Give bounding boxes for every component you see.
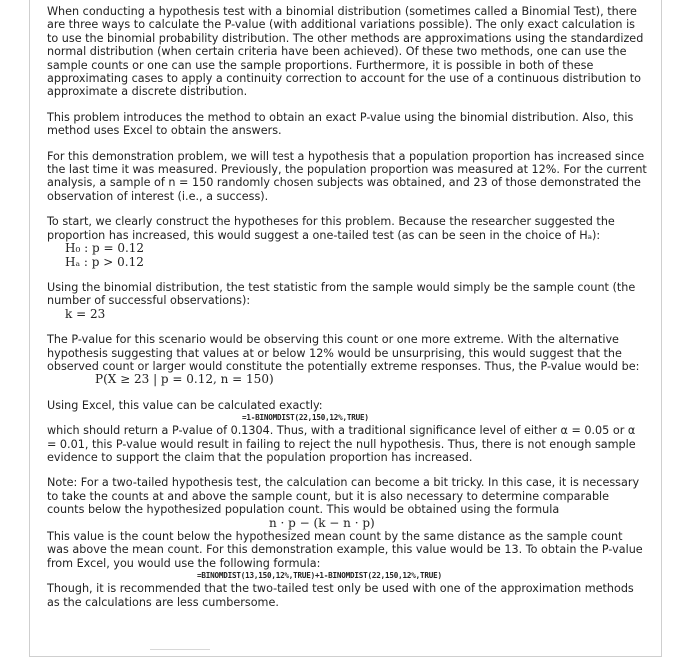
recommendation-text: Though, it is recommended that the two-tailed test only be used with one of the approximation methods as the calculations are less cumbersome. <box>47 582 634 609</box>
two-tailed-section <box>47 476 647 609</box>
hypotheses-section <box>47 215 647 269</box>
hypotheses-intro: To start, we clearly construct the hypotheses for this problem. Because the researcher suggested the proportion has increased, this would suggest a one-tailed test (as can be seen in the choice of Hₐ): <box>47 215 615 242</box>
test-statistic-value: k = 23 <box>65 306 106 321</box>
intro-paragraph: When conducting a hypothesis test with a binomial distribution (sometimes called a Binomial Test), there are three ways to calculate the P-value (with additional variations possible). The only exact calculation is to use the binomial probability distribution. The other methods are approximations using the standardized normal distribution (when certain criteria have been achieved). Of these two methods, one can use the sample counts or one can use the sample proportions. Furthermore, it is possible in both of these approximating cases to apply a continuity correction to account for the use of a continuous distribution to approximate a discrete distribution. <box>47 5 644 99</box>
mirror-count-formula: n · p − (k − n · p) <box>269 515 375 530</box>
excel-section <box>47 399 647 465</box>
divider <box>150 649 210 650</box>
method-paragraph: This problem introduces the method to obtain an exact P-value using the binomial distribution. Also, this method uses Excel to obtain the answers. <box>47 110 634 138</box>
excel-intro: Using Excel, this value can be calculated exactly: <box>47 398 323 412</box>
document-frame <box>29 0 662 657</box>
test-statistic-section <box>47 281 647 321</box>
null-hypothesis: H₀ : p = 0.12 <box>65 241 145 256</box>
two-tailed-note: Note: For a two-tailed hypothesis test, the calculation can become a bit tricky. In this case, it is necessary to take the counts at and above the sample count, but it is also necessary to determine comparable counts below the hypothesized population count. This would be obtained using the formula <box>47 476 640 517</box>
alternative-hypothesis: Hₐ : p > 0.12 <box>65 254 144 269</box>
document-content <box>47 5 647 609</box>
pvalue-text: The P-value for this scenario would be observing this count or one more extreme. With the alternative hypothesis suggesting that values at or below 12% would be unsurprising, this would suggest that the observed count or larger would constitute the potentially extreme responses. Thus, the P-value would be: <box>47 333 640 373</box>
mirror-count-text: This value is the count below the hypothesized mean count by the same distance as the sample count was above the mean count. For this demonstration example, this value would be 13. To obtain the P-value from Excel, you would use the following formula: <box>47 530 643 570</box>
pvalue-section <box>47 333 647 387</box>
excel-formula-one-tailed: =1-BINOMDIST(22,150,12%,TRUE) <box>242 413 369 423</box>
problem-paragraph: For this demonstration problem, we will test a hypothesis that a population proportion has increased since the last time it was measured. Previously, the population proportion was measured at 12%. For the current analysis, a sample of n = 150 randomly chosen subjects was obtained, and 23 of those demonstrated the observation of interest (i.e., a success). <box>47 149 647 203</box>
test-statistic-text: Using the binomial distribution, the test statistic from the sample would simply be the sample count (the number of successful observations): <box>47 280 636 308</box>
pvalue-expression: P(X ≥ 23 | p = 0.12, n = 150) <box>95 372 274 387</box>
excel-result-text: which should return a P-value of 0.1304. Thus, with a traditional significance level of either α = 0.05 or α = 0.01, this P-value would result in failing to reject the null hypothesis. Thus, there is not enough sample evidence to support the claim that the population proportion has increased. <box>47 424 636 464</box>
excel-formula-two-tailed: =BINOMDIST(13,150,12%,TRUE)+1-BINOMDIST(22,150,12%,TRUE) <box>197 571 442 581</box>
